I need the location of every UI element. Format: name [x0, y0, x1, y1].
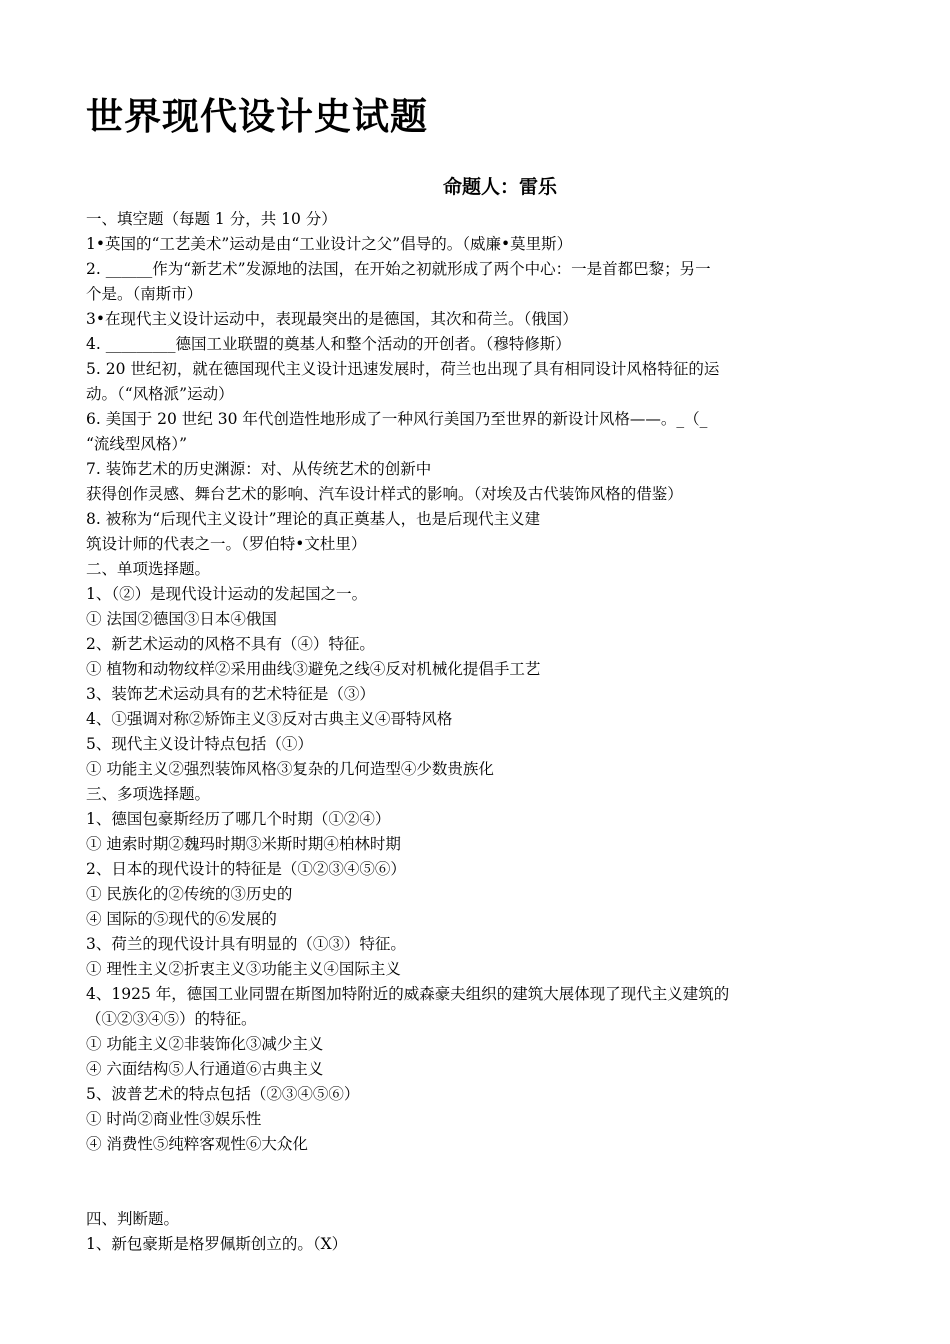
- text-line: 动。（“风格派”运动）: [86, 385, 234, 403]
- text-line: 3、装饰艺术运动具有的艺术特征是（③）: [86, 685, 375, 703]
- document-title: 世界现代设计史试题: [86, 95, 428, 138]
- text-line: 8. 被称为“后现代主义设计”理论的真正奠基人，也是后现代主义建: [86, 510, 541, 528]
- text-line: ④ 国际的⑤现代的⑥发展的: [86, 910, 277, 928]
- author-line: 命题人：雷乐: [442, 176, 557, 198]
- text-line: 三、多项选择题。: [86, 785, 211, 803]
- text-line: ① 理性主义②折衷主义③功能主义④国际主义: [86, 960, 401, 978]
- text-line: 筑设计师的代表之一。（罗伯特•文杜里）: [86, 535, 367, 553]
- text-line: 二、单项选择题。: [86, 560, 211, 578]
- text-line: [86, 1157, 886, 1207]
- text-line: ① 迪索时期②魏玛时期③米斯时期④柏林时期: [86, 835, 401, 853]
- text-line: ① 植物和动物纹样②采用曲线③避免之线④反对机械化提倡手工艺: [86, 660, 541, 678]
- text-line: 1、德国包豪斯经历了哪几个时期（①②④）: [86, 810, 391, 828]
- text-line: ① 功能主义②非装饰化③减少主义: [86, 1035, 324, 1053]
- text-line: 1•英国的“工艺美术”运动是由“工业设计之父”倡导的。（威廉•莫里斯）: [86, 235, 573, 253]
- text-line: 3•在现代主义设计运动中，表现最突出的是德国，其次和荷兰。（俄国）: [86, 310, 578, 328]
- text-line: 3、荷兰的现代设计具有明显的（①③）特征。: [86, 935, 406, 953]
- text-line: 7. 装饰艺术的历史渊源：对、从传统艺术的创新中: [86, 460, 432, 478]
- text-line: 5、波普艺术的特点包括（②③④⑤⑥）: [86, 1085, 360, 1103]
- text-line: ④ 消费性⑤纯粹客观性⑥大众化: [86, 1135, 308, 1153]
- text-line: ④ 六面结构⑤人行通道⑥古典主义: [86, 1060, 324, 1078]
- text-line: 4、1925 年，德国工业同盟在斯图加特附近的威森豪夫组织的建筑大展体现了现代主义建筑的: [86, 985, 730, 1003]
- text-line: ① 功能主义②强烈装饰风格③复杂的几何造型④少数贵族化: [86, 760, 494, 778]
- text-line: ① 法国②德国③日本④俄国: [86, 610, 277, 628]
- document-body: [86, 207, 886, 1257]
- text-line: 1、新包豪斯是格罗佩斯创立的。（X）: [86, 1235, 348, 1253]
- text-line: 2. ______作为“新艺术”发源地的法国，在开始之初就形成了两个中心：一是首都巴黎；另一: [86, 260, 711, 278]
- text-line: 2、日本的现代设计的特征是（①②③④⑤⑥）: [86, 860, 406, 878]
- text-line: ① 民族化的②传统的③历史的: [86, 885, 293, 903]
- text-line: ① 时尚②商业性③娱乐性: [86, 1110, 262, 1128]
- text-line: 2、新艺术运动的风格不具有（④）特征。: [86, 635, 375, 653]
- text-line: “流线型风格）”: [86, 435, 188, 453]
- text-line: 个是。（南斯市）: [86, 285, 203, 303]
- text-line: （①②③④⑤）的特征。: [86, 1010, 257, 1028]
- text-line: 获得创作灵感、舞台艺术的影响、汽车设计样式的影响。（对埃及古代装饰风格的借鉴）: [86, 485, 683, 503]
- text-line: 6. 美国于 20 世纪 30 年代创造性地形成了一种风行美国乃至世界的新设计风格——。_（_: [86, 410, 708, 428]
- text-line: 4、①强调对称②矫饰主义③反对古典主义④哥特风格: [86, 710, 453, 728]
- text-line: 5. 20 世纪初，就在德国现代主义设计迅速发展时，荷兰也出现了具有相同设计风格特征的运: [86, 360, 720, 378]
- text-line: 四、判断题。: [86, 1210, 180, 1228]
- text-line: 5、现代主义设计特点包括（①）: [86, 735, 313, 753]
- text-line: 4. _________德国工业联盟的奠基人和整个活动的开创者。（穆特修斯）: [86, 335, 571, 353]
- text-line: 1、（②）是现代设计运动的发起国之一。: [86, 585, 368, 603]
- text-line: 一、填空题（每题 1 分，共 10 分）: [86, 210, 337, 228]
